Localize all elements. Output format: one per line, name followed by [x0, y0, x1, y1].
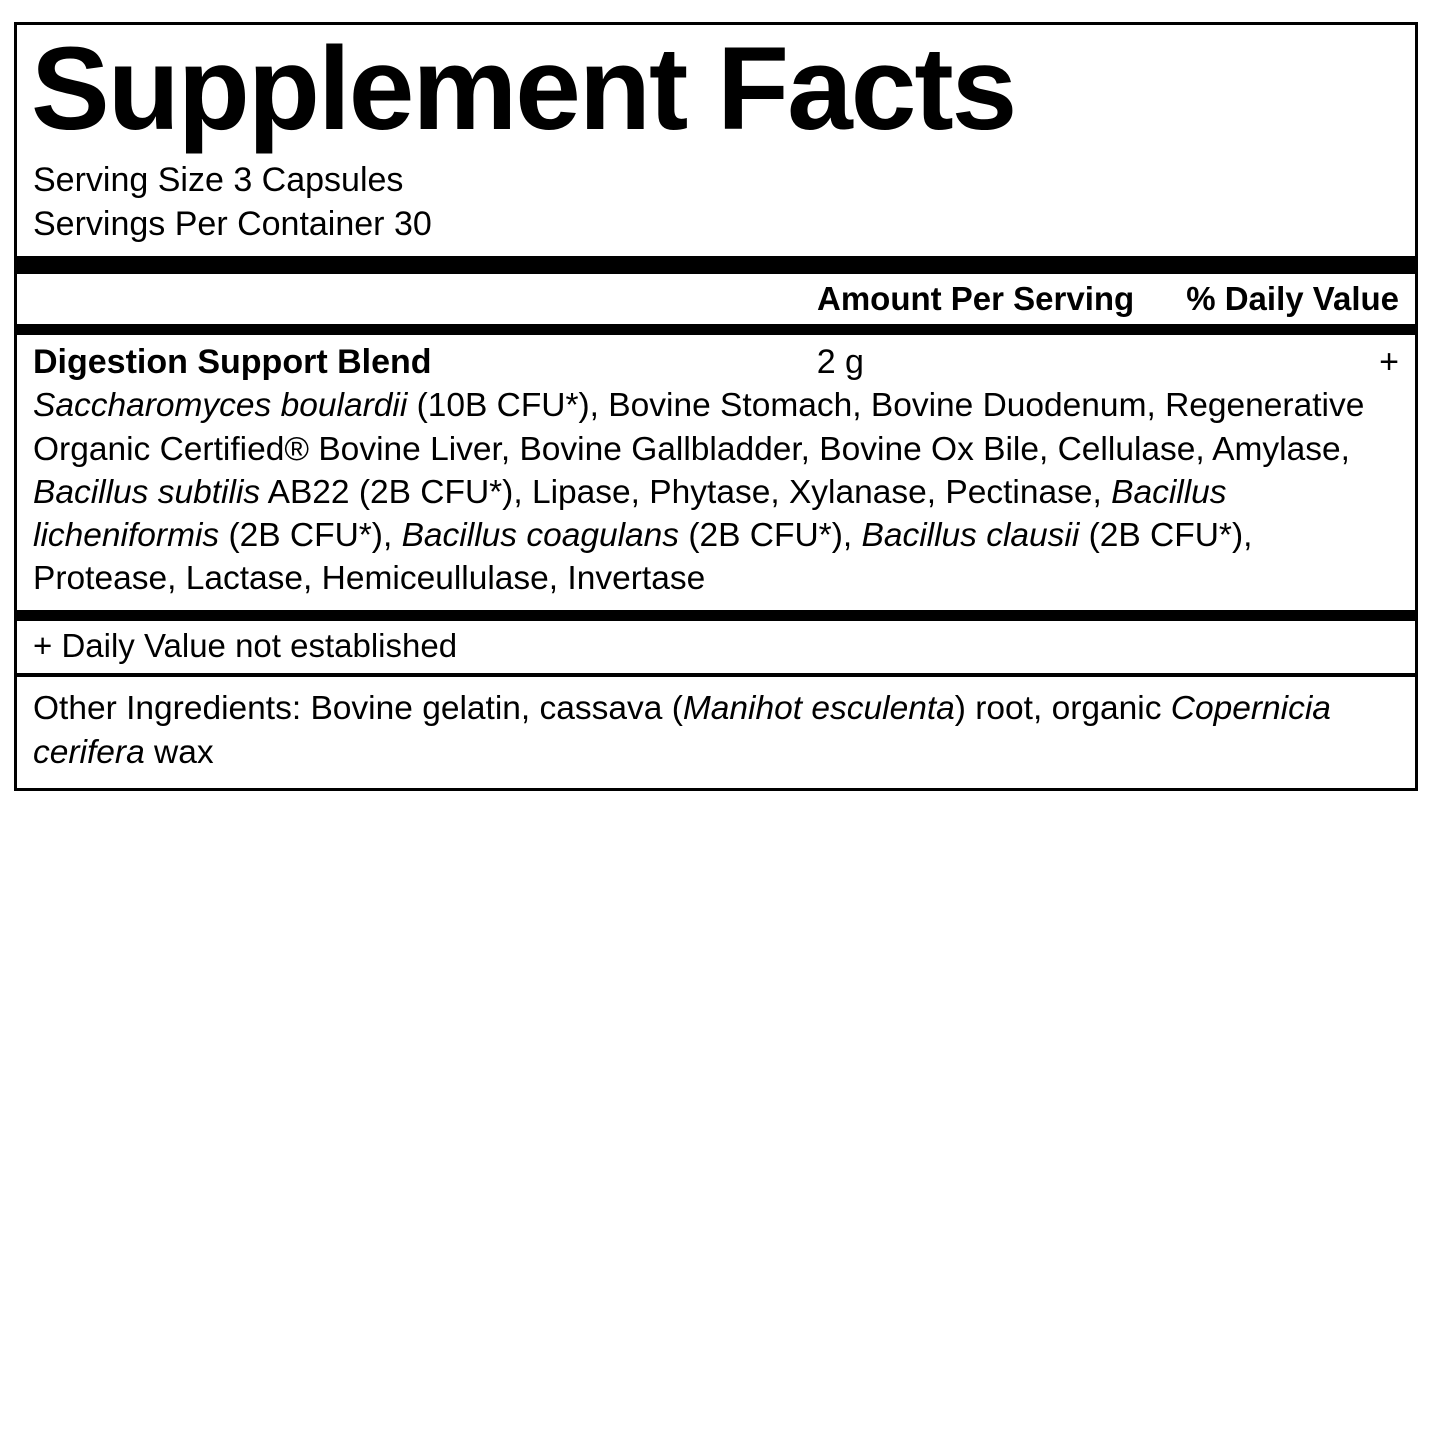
page-title: Supplement Facts	[31, 23, 1016, 155]
daily-value-note: + Daily Value not established	[33, 627, 458, 665]
divider-medium	[17, 324, 1415, 335]
blend-row	[17, 335, 1415, 382]
percent-daily-value-header: % Daily Value	[1186, 280, 1399, 318]
supplement-facts-panel	[14, 22, 1418, 791]
blend-daily-value: +	[1379, 343, 1399, 382]
blend-amount: 2 g	[816, 343, 864, 382]
divider-medium-2	[17, 610, 1415, 621]
amount-per-serving-header: Amount Per Serving	[816, 280, 1135, 318]
column-headers	[17, 274, 1415, 324]
ingredients-list: Saccharomyces boulardii (10B CFU*), Bovine Stomach, Bovine Duodenum, Regenerative Organic Certified® Bovine Liver, Bovine Gallbladder, Bovine Ox Bile, Cellulase, Amylase, Bacillus subtilis AB22 (2B CFU*), Lipase, Phytase, Xylanase, Pectinase, Bacillus licheniformis (2B CFU*), Bacillus coagulans (2B CFU*), Bacillus clausii (2B CFU*), Protease, Lactase, Hemiceullulase, Invertase	[33, 387, 1365, 598]
divider-thick-top	[17, 256, 1415, 274]
servings-per-container: Servings Per Container 30	[33, 205, 432, 244]
serving-size: Serving Size 3 Capsules	[33, 161, 404, 200]
other-ingredients: Other Ingredients: Bovine gelatin, cassava (Manihot esculenta) root, organic Copernicia cerifera wax	[33, 690, 1331, 771]
blend-name: Digestion Support Blend	[33, 343, 432, 382]
